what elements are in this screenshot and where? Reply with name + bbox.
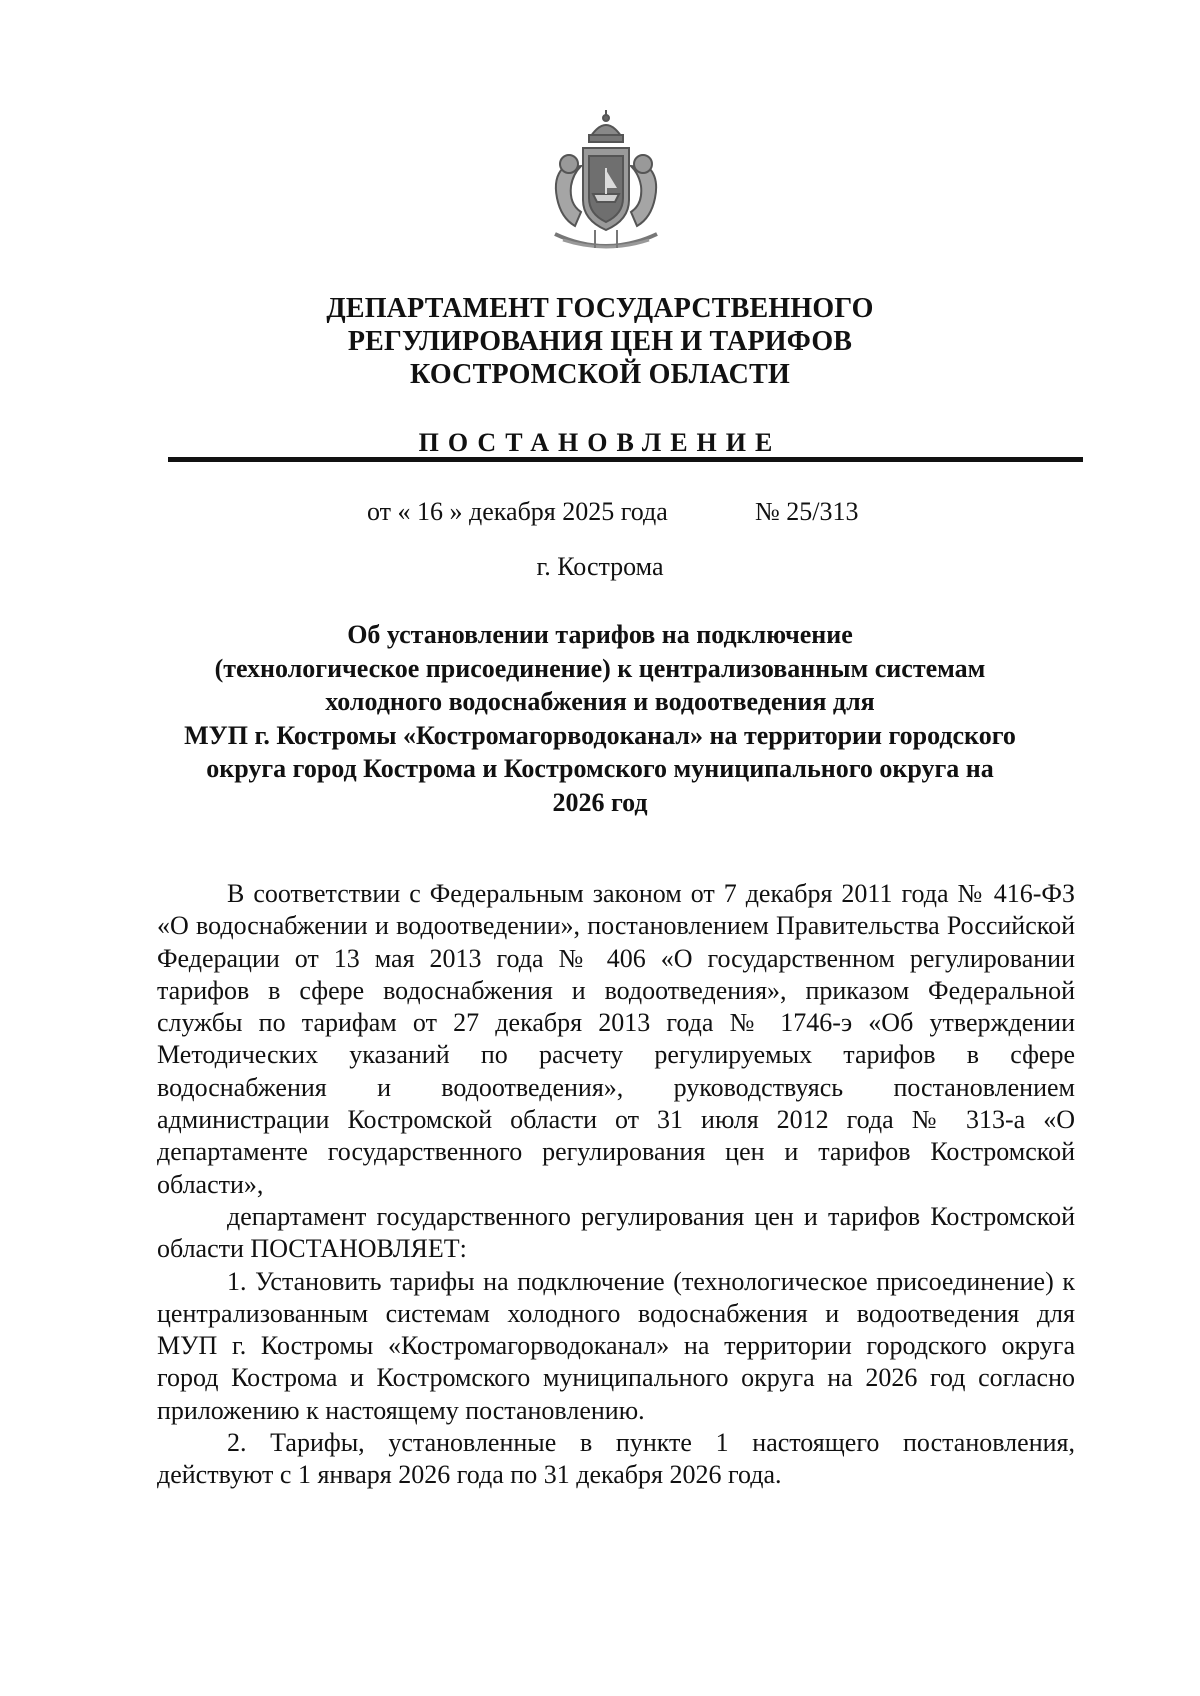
department-line-1: ДЕПАРТАМЕНТ ГОСУДАРСТВЕННОГО: [326, 293, 874, 324]
document-city: г. Кострома: [536, 552, 664, 581]
heading-divider: [168, 457, 1083, 462]
coat-of-arms-icon: [535, 108, 677, 260]
document-type-heading: ПОСТАНОВЛЕНИЕ: [418, 428, 782, 457]
title-line-1: Об установлении тарифов на подключение: [347, 620, 853, 649]
document-number: № 25/313: [755, 497, 859, 526]
department-line-3: КОСТРОМСКОЙ ОБЛАСТИ: [410, 359, 790, 390]
document-title: [150, 618, 1050, 819]
body-paragraph-item-1: 1. Установить тарифы на подключение (технологическое присоединение) к централизованным системам холодного водоснабжения и водоотведения для МУП г. Костромы «Костромагорводоканал» на территории городского округа город Кострома и Костромского муниципального округа на 2026 год согласно приложению к настоящему постановлению.: [157, 1266, 1075, 1425]
department-name: [0, 292, 1200, 391]
title-line-2: (технологическое присоединение) к централизованным системам: [214, 653, 986, 683]
department-line-2: РЕГУЛИРОВАНИЯ ЦЕН И ТАРИФОВ: [347, 326, 853, 357]
document-body: [157, 878, 1075, 1492]
title-line-5: округа город Кострома и Костромского муниципального округа на: [206, 754, 994, 783]
body-paragraph-preamble: В соответствии с Федеральным законом от 7 декабря 2011 года № 416-ФЗ «О водоснабжении и водоотведении», постановлением Правительства Российской Федерации от 13 мая 2013 года № 406 «О государственном регулировании тарифов в сфере водоснабжения и водоотведения», приказом Федеральной службы по тарифам от 27 декабря 2013 года № 1746-э «Об утверждении Методических указаний по расчету регулируемых тарифов в сфере водоснабжения и водоотведения», руководствуясь постановлением администрации Костромской области от 31 июля 2012 года № 313-а «О департаменте государственного регулирования цен и тарифов Костромской области»,: [157, 879, 1075, 1199]
title-line-3: холодного водоснабжения и водоотведения для: [325, 687, 875, 716]
title-line-4: МУП г. Костромы «Костромагорводоканал» на территории городского: [184, 720, 1016, 750]
body-paragraph-resolves: департамент государственного регулирования цен и тарифов Костромской области ПОСТАНОВЛЯЕТ:: [157, 1201, 1075, 1264]
body-paragraph-item-2: 2. Тарифы, установленные в пункте 1 настоящего постановления, действуют с 1 января 2026 года по 31 декабря 2026 года.: [157, 1428, 1075, 1490]
document-date: от « 16 » декабря 2025 года: [367, 497, 668, 526]
title-line-6: 2026 год: [552, 787, 648, 817]
